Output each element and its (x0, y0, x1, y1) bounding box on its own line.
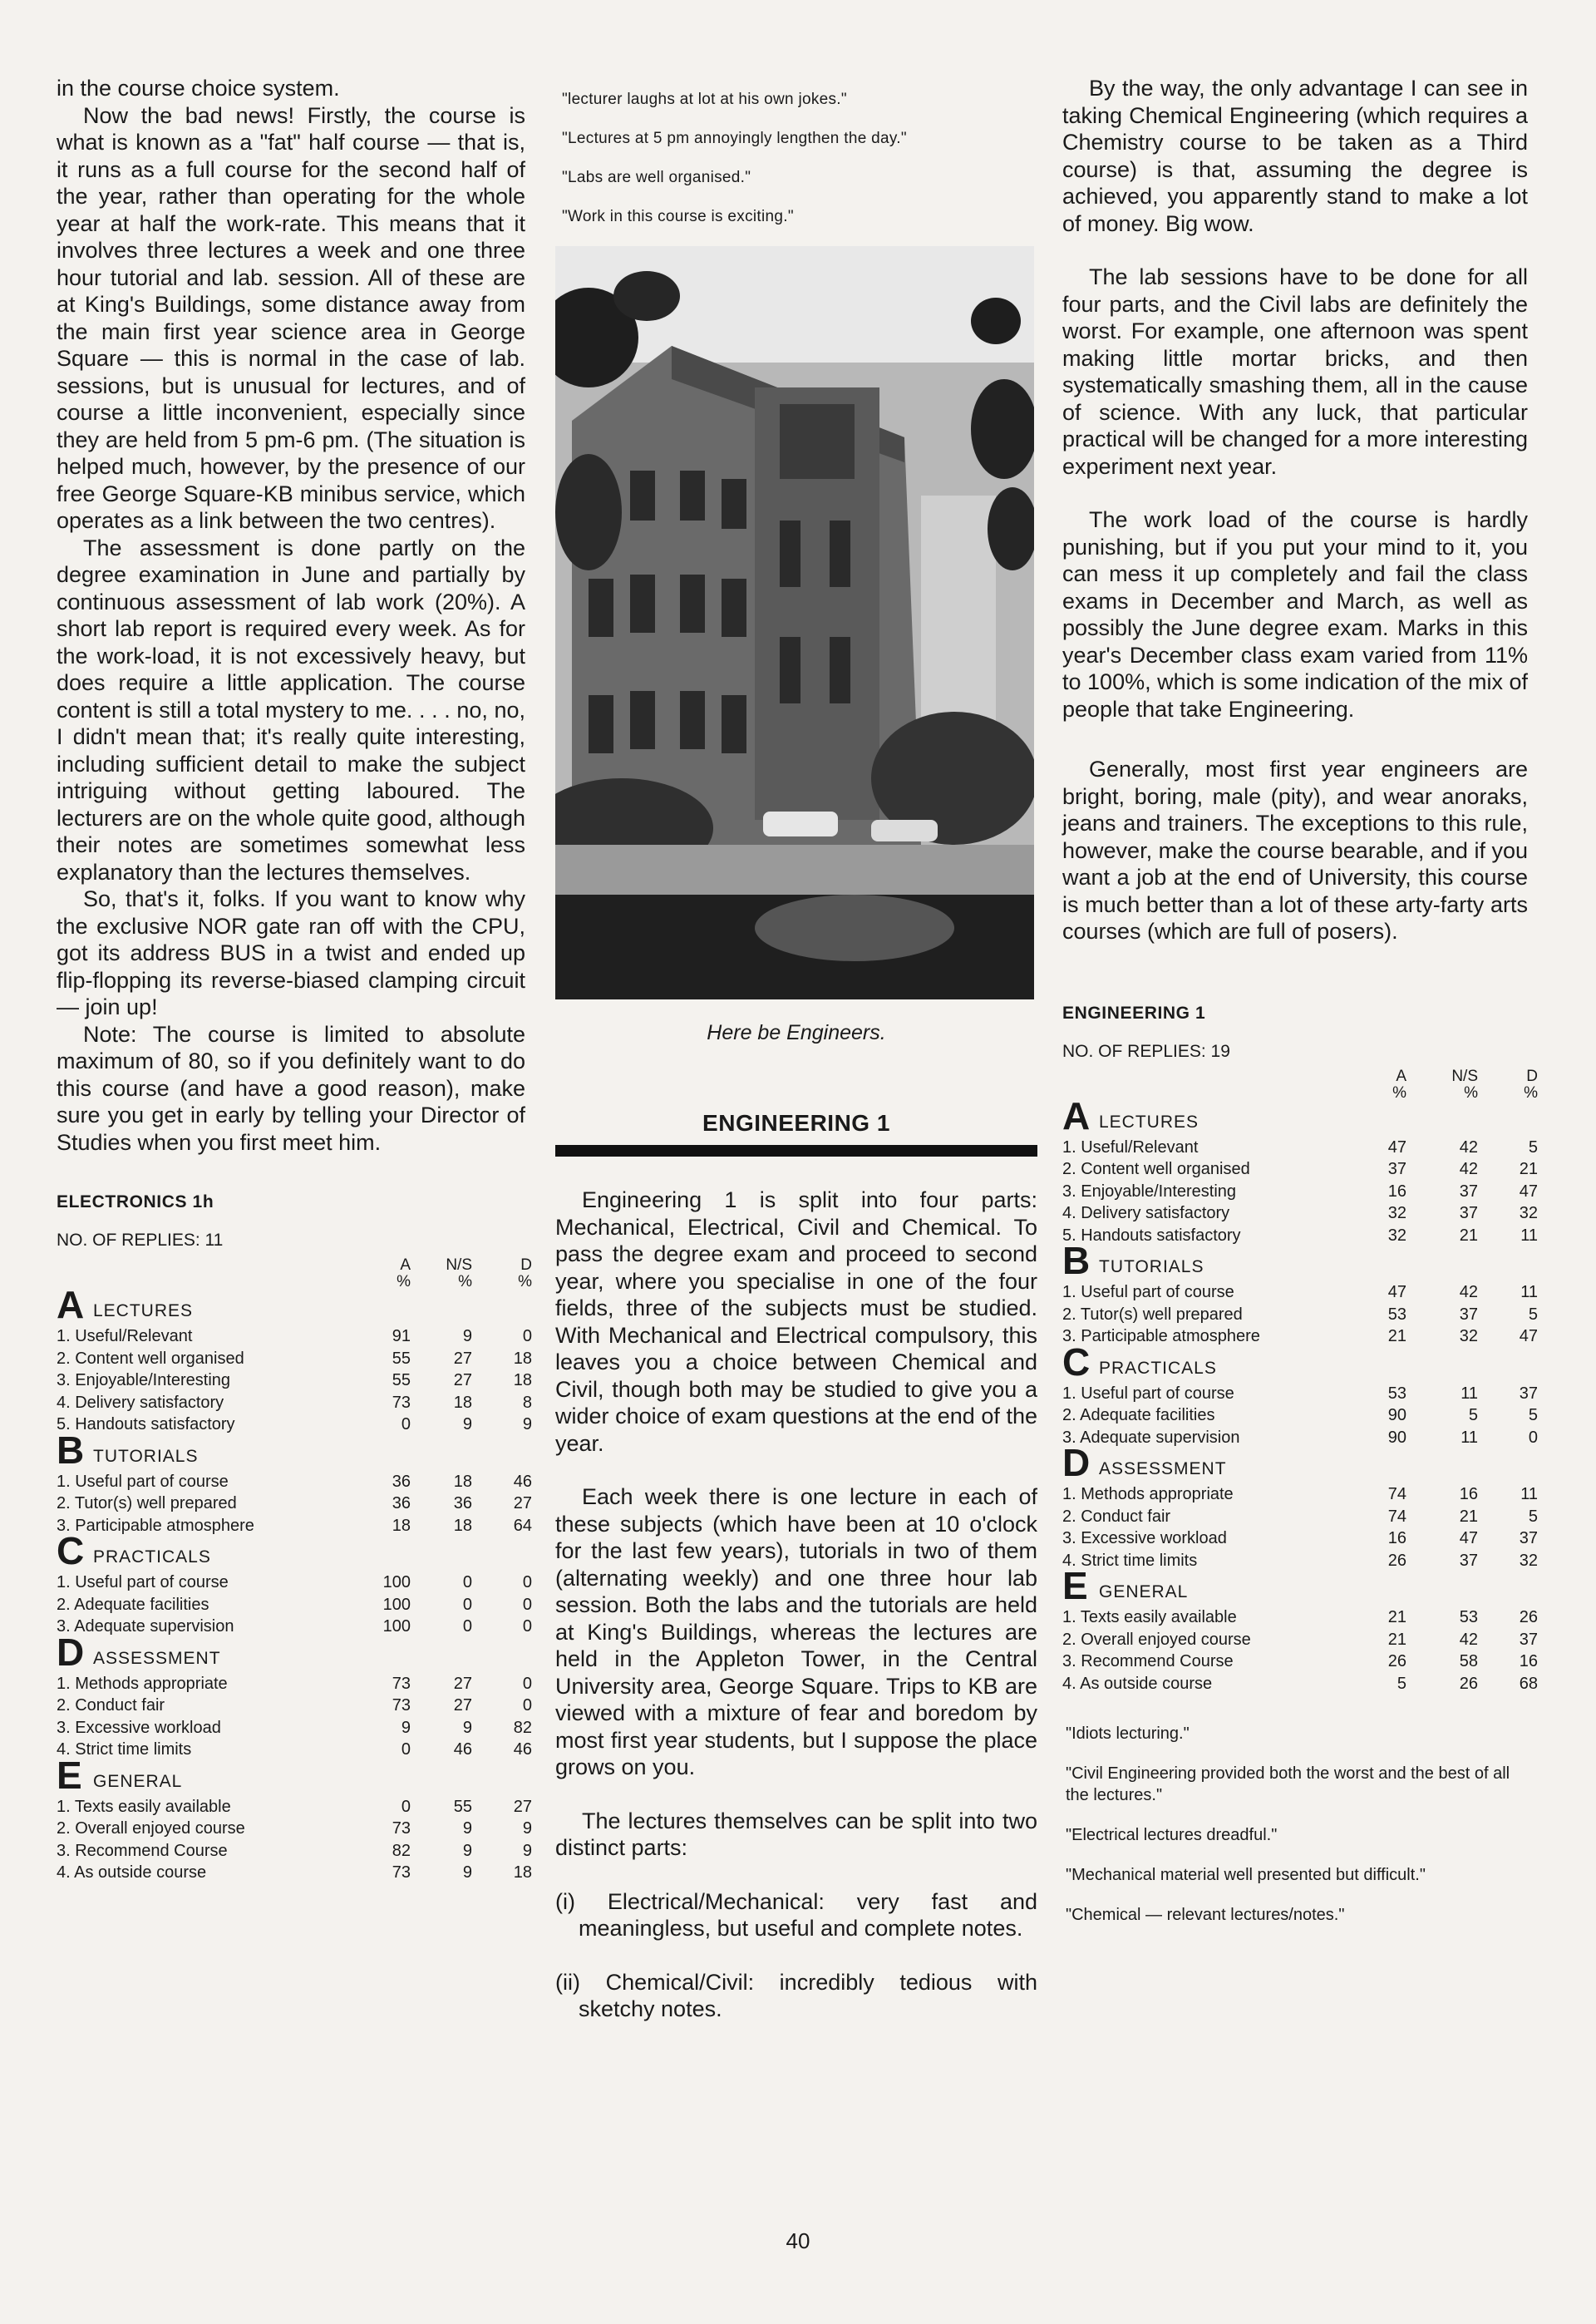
value-a: 32 (1387, 1226, 1406, 1245)
survey-row (1062, 1427, 1538, 1449)
row-label: 1. Useful/Relevant (57, 1327, 193, 1345)
engineering-survey-table (1062, 1003, 1538, 1695)
value-d: 21 (1519, 1160, 1538, 1178)
survey-row (57, 1325, 532, 1348)
paragraph: Note: The course is limited to absolute maximum of 80, so if you definitely want to do this course (and have a good reason), make sure you get in early by telling your Director of Studies when you first meet him. (57, 1021, 525, 1155)
category-heading (1062, 1239, 1528, 1282)
value-ns: 37 (1459, 1305, 1478, 1324)
student-quote: "Lectures at 5 pm annoyingly lengthen the day." (562, 130, 907, 147)
value-ns: 18 (453, 1472, 472, 1491)
category-letter: D (57, 1630, 85, 1674)
value-a: 47 (1387, 1283, 1406, 1301)
category-heading (1062, 1340, 1528, 1384)
value-d: 16 (1519, 1652, 1538, 1670)
survey-row (57, 1515, 532, 1537)
column-header-ns (422, 1257, 472, 1290)
row-label: 5. Handouts satisfactory (57, 1415, 235, 1433)
value-d: 0 (522, 1674, 532, 1693)
row-label: 4. As outside course (57, 1863, 207, 1882)
column-header-label: N/S (446, 1256, 472, 1274)
value-d: 27 (513, 1494, 532, 1512)
category-letter: A (57, 1283, 85, 1326)
list-item: (i) Electrical/Mechanical: very fast and meaningless, but useful and complete notes. (555, 1888, 1037, 1941)
value-ns: 9 (462, 1327, 472, 1345)
row-label: 3. Excessive workload (1062, 1529, 1227, 1547)
column-header-label: D (520, 1256, 532, 1274)
value-a: 100 (382, 1617, 411, 1636)
survey-row (57, 1717, 532, 1739)
value-a: 0 (401, 1797, 411, 1816)
survey-title: ELECTRONICS 1h (57, 1192, 214, 1211)
value-a: 90 (1387, 1428, 1406, 1447)
survey-row (57, 1572, 532, 1594)
value-d: 9 (522, 1819, 532, 1838)
category-heading (57, 1283, 525, 1326)
category-letter: C (1062, 1340, 1091, 1384)
category-heading (1062, 1441, 1528, 1484)
value-d: 5 (1528, 1406, 1538, 1424)
row-label: 4. Delivery satisfactory (57, 1393, 224, 1412)
survey-row (1062, 1325, 1538, 1348)
column-header-label: A (400, 1256, 411, 1274)
column-header-a (1357, 1068, 1406, 1102)
value-ns: 47 (1459, 1529, 1478, 1547)
building-photo (555, 246, 1034, 999)
value-d: 47 (1519, 1327, 1538, 1345)
paragraph: By the way, the only advantage I can see in taking Chemical Engineering (which requires a Chemistry course to be taken as a Third course) is that, assuming the degree is achieved, you apparently stand to make a lot of money. Big wow. (1062, 76, 1528, 236)
value-d: 5 (1528, 1137, 1538, 1157)
value-ns: 0 (462, 1595, 472, 1614)
value-d: 37 (1519, 1630, 1538, 1649)
section-heading: ENGINEERING 1 (702, 1110, 890, 1136)
paragraph: The work load of the course is hardly punishing, but if you put your mind to it, you can mess it up completely and fail the class exams in December and March, as well as possibly the June degree exam. Marks in this year's December class exam varied from 11% to 100%, which is some indication of the mix of people that take Engineering. (1062, 507, 1528, 722)
column-header-label: N/S (1451, 1067, 1478, 1085)
category-heading (57, 1630, 525, 1674)
value-a: 91 (392, 1327, 411, 1345)
row-label: 1. Methods appropriate (57, 1674, 228, 1693)
value-d: 0 (522, 1573, 532, 1591)
value-a: 55 (392, 1371, 411, 1389)
column-headers (1062, 1067, 1538, 1102)
value-ns: 5 (1468, 1406, 1478, 1424)
survey-row (57, 1594, 532, 1616)
paragraph: Now the bad news! Firstly, the course is what is known as a "fat" half course — that is, it runs as a full course for the second half of the year, rather than operating for the whole year at half the work-rate. This means that it involves three lectures a week and one three hour tutorial and lab. session. All of these are at King's Buildings, some distance away from the main first year science area in George Square — this is normal in the case of lab. sessions, but is unusual for lectures, and of course a little inconvenient, especially since they are held from 5 pm-6 pm. (The situation is helped much, however, by the presence of our free George Square-KB minibus service, which operates as a link between the two centres). (57, 102, 525, 533)
value-d: 82 (513, 1718, 532, 1737)
photo-caption: Here be Engineers. (707, 1021, 886, 1044)
row-label: 3. Participable atmosphere (57, 1516, 254, 1535)
value-ns: 58 (1459, 1652, 1478, 1670)
category-heading (57, 1428, 525, 1472)
value-a: 73 (392, 1863, 411, 1882)
student-comment: "Chemical — relevant lectures/notes." (1066, 1906, 1345, 1924)
value-ns: 16 (1459, 1485, 1478, 1503)
row-label: 1. Useful/Relevant (1062, 1137, 1199, 1157)
value-d: 37 (1519, 1384, 1538, 1403)
value-ns: 9 (462, 1863, 472, 1882)
student-comment: "Civil Engineering provided both the worst and the best of all the lectures." (1066, 1764, 1510, 1804)
row-label: 1. Texts easily available (1062, 1608, 1237, 1626)
value-ns: 42 (1459, 1137, 1478, 1157)
category-name: LECTURES (93, 1301, 194, 1320)
value-a: 36 (392, 1472, 411, 1491)
value-ns: 0 (462, 1617, 472, 1636)
value-ns: 27 (453, 1349, 472, 1368)
category-name: GENERAL (93, 1771, 183, 1791)
value-ns: 27 (453, 1696, 472, 1715)
survey-row (1062, 1483, 1538, 1506)
value-ns: 37 (1459, 1204, 1478, 1222)
value-ns: 9 (462, 1415, 472, 1433)
value-ns: 0 (462, 1573, 472, 1591)
value-d: 0 (522, 1595, 532, 1614)
column-header-d (482, 1257, 532, 1290)
electronics-survey-table (57, 1192, 532, 1884)
survey-row (1062, 1606, 1538, 1629)
category-letter: C (57, 1529, 85, 1572)
value-a: 47 (1387, 1137, 1406, 1157)
row-label: 3. Enjoyable/Interesting (57, 1371, 231, 1389)
page-number: 40 (786, 2228, 810, 2253)
value-a: 37 (1387, 1160, 1406, 1178)
column-header-unit: % (397, 1273, 411, 1290)
value-a: 55 (392, 1349, 411, 1368)
survey-row (1062, 1383, 1538, 1405)
paragraph: in the course choice system. (57, 76, 340, 101)
survey-row (57, 1392, 532, 1414)
survey-row (1062, 1506, 1538, 1528)
value-d: 11 (1520, 1283, 1538, 1301)
row-label: 2. Overall enjoyed course (57, 1819, 245, 1838)
row-label: 1. Methods appropriate (1062, 1485, 1234, 1503)
value-a: 74 (1387, 1485, 1406, 1503)
value-ns: 9 (462, 1718, 472, 1737)
column-header-unit: % (518, 1273, 532, 1290)
row-label: 4. As outside course (1062, 1674, 1213, 1693)
value-a: 74 (1387, 1507, 1406, 1526)
value-ns: 26 (1459, 1674, 1478, 1693)
value-d: 0 (522, 1696, 532, 1715)
value-a: 73 (392, 1696, 411, 1715)
survey-row (57, 1348, 532, 1370)
paragraph: Engineering 1 is split into four parts: Mechanical, Electrical, Civil and Chemical. To pass the degree exam and proceed to second year, where you specialise in one of the four fields, three of the subjects must be studied. With Mechanical and Electrical compulsory, this leaves you a choice between Chemical and Civil, though both may be studied to give you a wider choice of exam questions at the end of the year. (555, 1187, 1037, 1456)
row-label: 1. Useful part of course (1062, 1283, 1234, 1301)
value-a: 16 (1387, 1529, 1406, 1547)
survey-row (1062, 1673, 1538, 1695)
row-label: 3. Adequate supervision (57, 1617, 234, 1636)
list-item: (ii) Chemical/Civil: incredibly tedious with sketchy notes. (555, 1969, 1037, 2021)
paragraph: So, that's it, folks. If you want to know why the exclusive NOR gate ran off with the CPU, got its address BUS in a twist and ended up flip-flopping its reverse-biased clamping circuit — join up! (57, 886, 525, 1019)
row-label: 2. Tutor(s) well prepared (57, 1494, 237, 1512)
survey-row (57, 1369, 532, 1392)
value-a: 0 (401, 1740, 411, 1759)
value-d: 46 (513, 1740, 532, 1759)
column-header-unit: % (458, 1273, 472, 1290)
student-comment: "Electrical lectures dreadful." (1066, 1826, 1278, 1844)
value-d: 64 (513, 1516, 532, 1535)
category-letter: D (1062, 1441, 1091, 1484)
value-ns: 46 (453, 1740, 472, 1759)
row-label: 3. Recommend Course (57, 1841, 228, 1860)
column-headers (57, 1256, 532, 1290)
survey-row (1062, 1225, 1538, 1247)
value-a: 5 (1396, 1674, 1406, 1693)
value-a: 73 (392, 1393, 411, 1412)
row-label: 4. Strict time limits (57, 1740, 192, 1759)
value-a: 100 (382, 1573, 411, 1591)
engineering-comments (1062, 1723, 1528, 1926)
value-d: 32 (1519, 1204, 1538, 1222)
category-name: TUTORIALS (1099, 1257, 1204, 1276)
row-label: 2. Tutor(s) well prepared (1062, 1305, 1243, 1324)
value-a: 32 (1387, 1204, 1406, 1222)
row-label: 3. Adequate supervision (1062, 1428, 1240, 1447)
value-d: 26 (1519, 1608, 1538, 1626)
value-ns: 21 (1459, 1507, 1478, 1526)
row-label: 5. Handouts satisfactory (1062, 1226, 1241, 1245)
paragraph: Generally, most first year engineers are bright, boring, male (pity), and wear anoraks, jeans and trainers. The exceptions to this rule, however, make the course bearable, and if you want a job at the end of University, this course is much better than a lot of these arty-farty arts courses (which are full of posers). (1062, 757, 1528, 944)
row-label: 1. Useful part of course (1062, 1384, 1234, 1403)
value-a: 0 (401, 1415, 411, 1433)
section-heading-rule (555, 1145, 1037, 1157)
value-d: 11 (1520, 1226, 1538, 1245)
value-d: 9 (522, 1841, 532, 1860)
value-d: 0 (1528, 1428, 1538, 1447)
value-ns: 9 (462, 1841, 472, 1860)
paragraph: Each week there is one lecture in each of these subjects (which have been at 10 o'clock for the last few years), tutorials in two of them (alternating weekly) and one three hour lab session. Both the labs and the tutorials are held at King's Buildings, whereas the lectures are held in the Appleton Tower, in the Central University area, George Square. Trips to KB are viewed with a mixture of fear and boredom by most first year students, but I suppose the place grows on you. (555, 1484, 1037, 1779)
category-letter: E (1062, 1564, 1088, 1607)
row-label: 3. Excessive workload (57, 1718, 221, 1737)
survey-row (1062, 1550, 1538, 1572)
value-ns: 11 (1461, 1428, 1478, 1447)
row-label: 2. Adequate facilities (1062, 1406, 1215, 1424)
value-a: 82 (392, 1841, 411, 1860)
survey-title: ENGINEERING 1 (1062, 1003, 1206, 1023)
value-ns: 32 (1459, 1327, 1478, 1345)
row-label: 2. Conduct fair (1062, 1507, 1171, 1526)
survey-row (57, 1840, 532, 1863)
value-ns: 11 (1461, 1384, 1478, 1403)
value-ns: 21 (1459, 1226, 1478, 1245)
paragraph: The assessment is done partly on the degree examination in June and partially by continuous assessment of lab work (20%). A short lab report is required every week. As for the work-load, it is not excessively heavy, but does require a little application. The course content is still a total mystery to me. . . . no, no, I didn't mean that; it's really quite interesting, including sufficient detail to make the subject intriguing without getting laboured. The lecturers are on the whole quite good, although their notes are sometimes somewhat less explanatory than the lectures themselves. (57, 535, 525, 885)
value-ns: 18 (453, 1516, 472, 1535)
value-ns: 42 (1459, 1160, 1478, 1178)
value-d: 8 (522, 1393, 532, 1412)
value-a: 16 (1387, 1182, 1406, 1201)
column-header-unit: % (1524, 1083, 1538, 1102)
survey-row (57, 1673, 532, 1695)
value-ns: 42 (1459, 1283, 1478, 1301)
student-quote: "Labs are well organised." (562, 169, 751, 186)
category-name: PRACTICALS (1099, 1358, 1217, 1378)
value-a: 53 (1387, 1384, 1406, 1403)
category-letter: E (57, 1753, 82, 1797)
student-quote: "lecturer laughs at lot at his own jokes." (562, 91, 847, 108)
value-d: 27 (513, 1797, 532, 1816)
value-a: 21 (1387, 1630, 1406, 1649)
value-ns: 9 (462, 1819, 472, 1838)
value-d: 18 (513, 1863, 532, 1882)
survey-row (57, 1493, 532, 1515)
row-label: 3. Enjoyable/Interesting (1062, 1182, 1237, 1201)
survey-row (57, 1796, 532, 1818)
value-d: 46 (513, 1472, 532, 1491)
value-ns: 42 (1459, 1630, 1478, 1649)
value-d: 11 (1520, 1485, 1538, 1503)
value-a: 36 (392, 1494, 411, 1512)
column-header-label: A (1396, 1067, 1406, 1085)
row-label: 4. Strict time limits (1062, 1551, 1198, 1570)
value-a: 53 (1387, 1305, 1406, 1324)
category-heading (1062, 1093, 1528, 1137)
survey-row (57, 1862, 532, 1884)
category-name: ASSESSMENT (1099, 1459, 1227, 1478)
row-label: 2. Overall enjoyed course (1062, 1630, 1251, 1649)
survey-row (1062, 1304, 1538, 1326)
value-a: 73 (392, 1819, 411, 1838)
value-ns: 27 (453, 1371, 472, 1389)
student-comment: "Mechanical material well presented but difficult." (1066, 1866, 1426, 1884)
value-d: 37 (1519, 1529, 1538, 1547)
value-ns: 37 (1459, 1182, 1478, 1201)
paragraph: The lab sessions have to be done for all four parts, and the Civil labs are definitely the worst. For example, one afternoon was spent making little mortar bricks, and then systematically smashing them, all in the cause of science. With any luck, that particular practical will be changed for a more interesting experiment next year. (1062, 264, 1528, 479)
student-quote: "Work in this course is exciting." (562, 208, 794, 225)
row-label: 1. Useful part of course (57, 1472, 229, 1491)
survey-row (57, 1414, 532, 1436)
row-label: 2. Adequate facilities (57, 1595, 209, 1614)
column-header-unit: % (1392, 1083, 1406, 1102)
building-photo-illustration (555, 246, 1034, 999)
value-d: 9 (522, 1415, 532, 1433)
survey-row (57, 1695, 532, 1717)
row-label: 1. Useful part of course (57, 1573, 229, 1591)
value-ns: 53 (1459, 1608, 1478, 1626)
row-label: 2. Conduct fair (57, 1696, 165, 1715)
survey-row (57, 1818, 532, 1840)
column-header-d (1488, 1068, 1538, 1102)
value-ns: 18 (453, 1393, 472, 1412)
value-d: 0 (522, 1617, 532, 1636)
value-d: 32 (1519, 1551, 1538, 1570)
survey-row (1062, 1527, 1538, 1550)
survey-row (57, 1471, 532, 1493)
survey-row (1062, 1158, 1538, 1181)
value-d: 18 (513, 1371, 532, 1389)
value-a: 26 (1387, 1551, 1406, 1570)
value-ns: 55 (453, 1797, 472, 1816)
row-label: 3. Participable atmosphere (1062, 1327, 1260, 1345)
replies-count: NO. OF REPLIES: 19 (1062, 1041, 1230, 1061)
survey-row (57, 1616, 532, 1638)
category-letter: B (1062, 1239, 1091, 1282)
category-name: TUTORIALS (93, 1446, 199, 1466)
student-comment: "Idiots lecturing." (1066, 1724, 1190, 1743)
value-a: 9 (401, 1718, 411, 1737)
survey-row (1062, 1281, 1538, 1304)
survey-row (57, 1739, 532, 1761)
survey-row (1062, 1202, 1538, 1225)
category-heading (57, 1529, 525, 1572)
category-heading (57, 1753, 525, 1797)
value-a: 26 (1387, 1652, 1406, 1670)
value-d: 5 (1528, 1305, 1538, 1324)
value-a: 90 (1387, 1406, 1406, 1424)
value-d: 0 (522, 1327, 532, 1345)
category-heading (1062, 1564, 1528, 1607)
value-ns: 36 (453, 1494, 472, 1512)
column-header-label: D (1526, 1067, 1538, 1085)
value-ns: 27 (453, 1674, 472, 1693)
value-a: 100 (382, 1595, 411, 1614)
category-name: GENERAL (1099, 1582, 1189, 1601)
row-label: 1. Texts easily available (57, 1797, 231, 1816)
row-label: 2. Content well organised (1062, 1160, 1250, 1178)
value-d: 18 (513, 1349, 532, 1368)
survey-row (1062, 1137, 1538, 1159)
paragraph: The lectures themselves can be split into two distinct parts: (555, 1808, 1037, 1860)
value-a: 73 (392, 1674, 411, 1693)
column-header-ns (1428, 1068, 1478, 1102)
row-label: 4. Delivery satisfactory (1062, 1204, 1230, 1222)
column-middle (555, 90, 1037, 2023)
column-header-a (361, 1257, 411, 1290)
column-left (57, 75, 532, 1884)
value-ns: 37 (1459, 1551, 1478, 1570)
row-label: 2. Content well organised (57, 1349, 244, 1368)
value-d: 47 (1519, 1182, 1538, 1201)
category-name: ASSESSMENT (93, 1648, 221, 1668)
survey-row (1062, 1629, 1538, 1651)
column-header-unit: % (1464, 1083, 1478, 1102)
category-name: PRACTICALS (93, 1547, 211, 1567)
row-label: 3. Recommend Course (1062, 1652, 1234, 1670)
category-letter: A (1062, 1093, 1091, 1137)
column-right (1062, 75, 1538, 1944)
value-a: 18 (392, 1516, 411, 1535)
category-letter: B (57, 1428, 85, 1472)
survey-row (1062, 1181, 1538, 1203)
value-a: 21 (1387, 1608, 1406, 1626)
category-name: LECTURES (1099, 1112, 1199, 1132)
survey-row (1062, 1404, 1538, 1427)
value-a: 21 (1387, 1327, 1406, 1345)
replies-count: NO. OF REPLIES: 11 (57, 1231, 224, 1250)
value-d: 5 (1528, 1507, 1538, 1526)
value-d: 68 (1519, 1674, 1538, 1693)
survey-row (1062, 1650, 1538, 1673)
